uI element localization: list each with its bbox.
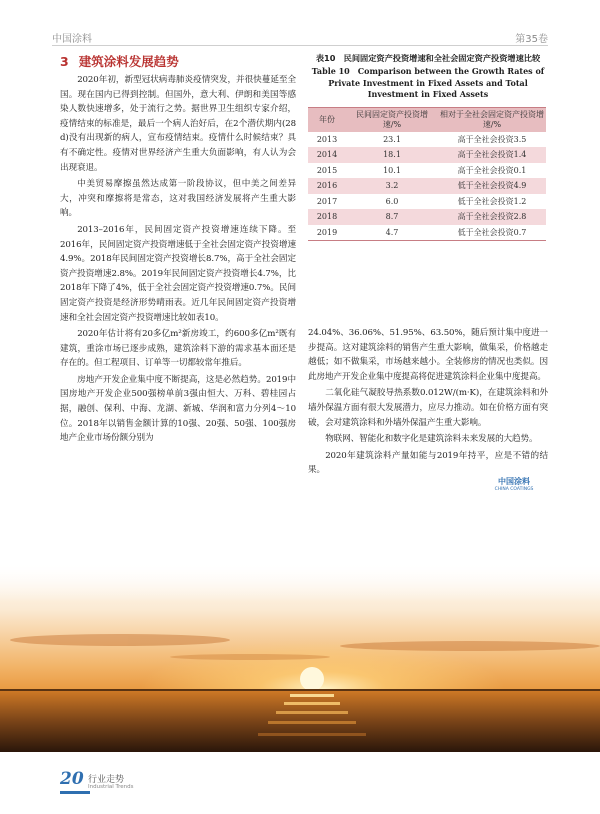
journal-name: 中国涂料 — [52, 34, 92, 45]
table-row — [308, 132, 546, 148]
table-row — [308, 194, 546, 210]
cell-year: 2013 — [308, 132, 346, 148]
cell-relative: 低于全社会投资1.2 — [438, 194, 546, 210]
cell-year: 2018 — [308, 209, 346, 225]
cell-relative: 高于全社会投资3.5 — [438, 132, 546, 148]
sunset-illustration — [0, 562, 600, 752]
volume-label: 第35卷 — [515, 34, 548, 45]
horizon — [0, 689, 600, 691]
table-caption-cn: 表10 民间固定资产投资增速和全社会固定资产投资增速比较 — [315, 53, 541, 63]
cell-year: 2015 — [308, 163, 346, 179]
cell-relative: 低于全社会投资4.9 — [438, 178, 546, 194]
page-number: 20 — [60, 769, 84, 789]
cell-value: 6.0 — [346, 194, 438, 210]
table-row — [308, 209, 546, 225]
paragraph: 2020年建筑涂料产量如能与2019年持平，应是不错的结果。 — [308, 450, 548, 476]
cell-value: 23.1 — [346, 132, 438, 148]
section-title: 建筑涂料发展趋势 — [78, 54, 179, 69]
sun — [300, 667, 324, 691]
paragraph: 2020年初，新型冠状病毒肺炎疫情突发，并很快蔓延至全国。现在国内已得到控制。但国外，意大利、伊朗和美国等感染人数快速增多，处于流行之势。据世界卫生组织专家介绍，疫情结束的标准是，最后一个病人治好后，在2个潜伏期内(28 d)没有出现新的病人，宣布疫情结束。疫情什么时候结束？具有不确定性。疫情对世界经济产生重大负面影响，有人认为会出现衰退。 — [60, 75, 296, 173]
cell-value: 4.7 — [346, 225, 438, 241]
table-row — [308, 147, 546, 163]
cell-relative: 低于全社会投资0.7 — [438, 225, 546, 241]
logo-text: 中国涂料 — [498, 477, 530, 486]
logo-subtext: CHINA COATINGS — [494, 487, 534, 492]
paragraph: 房地产开发企业集中度不断提高，这是必然趋势。2019中国房地产开发企业500强榜单前3强由恒大、万科、碧桂园占据，融创、保利、中海、龙湖、新城、华润和富力分列4～10位。2018年以销售金额计算的10强、20强、50强、100强房地产企业市场份额分别为 — [60, 374, 296, 444]
table-row — [308, 163, 546, 179]
cell-value: 8.7 — [346, 209, 438, 225]
table-caption-en: Table 10 Comparison between the Growth Rates of Private Investment in Fixed Assets and Total Investment in Fixed Assets — [311, 66, 545, 99]
cell-relative: 高于全社会投资0.1 — [438, 163, 546, 179]
paragraph: 24.04%、36.06%、51.95%、63.50%，随后预计集中度进一步提高。这对建筑涂料的销售产生重大影响，做集采，价格越走越低；如不做集采，市场越来越小。全装修房的情况也类似。因此房地产开发企业集中度提高将促进建筑涂料企业集中度提高。 — [308, 328, 548, 382]
col-header-relative-growth: 相对于全社会固定资产投资增速/% — [438, 107, 546, 132]
paragraph: 2020年估计将有20多亿m²新房竣工，约600多亿m²既有建筑，重涂市场已逐步成熟，建筑涂料下游的需求基本面还是存在的。但工程项目、订单等一切都较常年推后。 — [60, 329, 296, 369]
left-column — [60, 52, 296, 448]
right-column-text — [308, 326, 548, 480]
paragraph: 中美贸易摩擦虽然达成第一阶段协议，但中美之间差异大，冲突和摩擦将是常态，这对我国经济发展将产生重大影响。 — [60, 179, 296, 219]
cell-value: 3.2 — [346, 178, 438, 194]
col-header-year: 年份 — [308, 107, 346, 132]
cell-year: 2014 — [308, 147, 346, 163]
journal-logo — [480, 476, 548, 492]
cell-relative: 高于全社会投资2.8 — [438, 209, 546, 225]
table-block — [308, 52, 548, 241]
column-name-en: Industrial Trends — [88, 784, 134, 790]
section-number: 3 — [60, 54, 69, 69]
col-header-private-growth: 民间固定资产投资增速/% — [346, 107, 438, 132]
cell-year: 2016 — [308, 178, 346, 194]
footer-accent-bar — [60, 791, 90, 794]
cell-value: 10.1 — [346, 163, 438, 179]
paragraph: 物联网、智能化和数字化是建筑涂料未来发展的大趋势。 — [325, 434, 538, 445]
cell-value: 18.1 — [346, 147, 438, 163]
comparison-table — [308, 107, 546, 242]
cell-year: 2017 — [308, 194, 346, 210]
header-divider — [52, 45, 548, 46]
section-heading — [60, 52, 296, 70]
table-row — [308, 178, 546, 194]
sunset-photo — [0, 562, 600, 752]
table-row — [308, 225, 546, 241]
top-fade — [0, 562, 600, 602]
cell-year: 2019 — [308, 225, 346, 241]
cell-relative: 高于全社会投资1.4 — [438, 147, 546, 163]
paragraph: 2013–2016年，民间固定资产投资增速连续下降。至2016年，民间固定资产投资增速低于全社会固定资产投资增速4.9%。2018年民间固定资产投资增长8.7%，高于全社会固定资产投资增速2.8%。2019年民间固定资产投资增长4.7%，比2018年下降了4%，低于全社会固定资产投资增速0.7%。民间固定资产投资是经济形势晴雨表。近几年民间固定资产投资增速和全社会固定资产投资增速比较如表10。 — [60, 224, 296, 323]
column-name-cn: 行业走势 — [88, 775, 125, 785]
paragraph: 二氧化硅气凝胶导热系数0.012W/(m·K)，在建筑涂料和外墙外保温方面有很大发展潜力，应尽力推动。如在价格方面有突破，会对建筑涂料和外墙外保温产生重大影响。 — [308, 388, 548, 428]
table-header-row — [308, 107, 546, 132]
